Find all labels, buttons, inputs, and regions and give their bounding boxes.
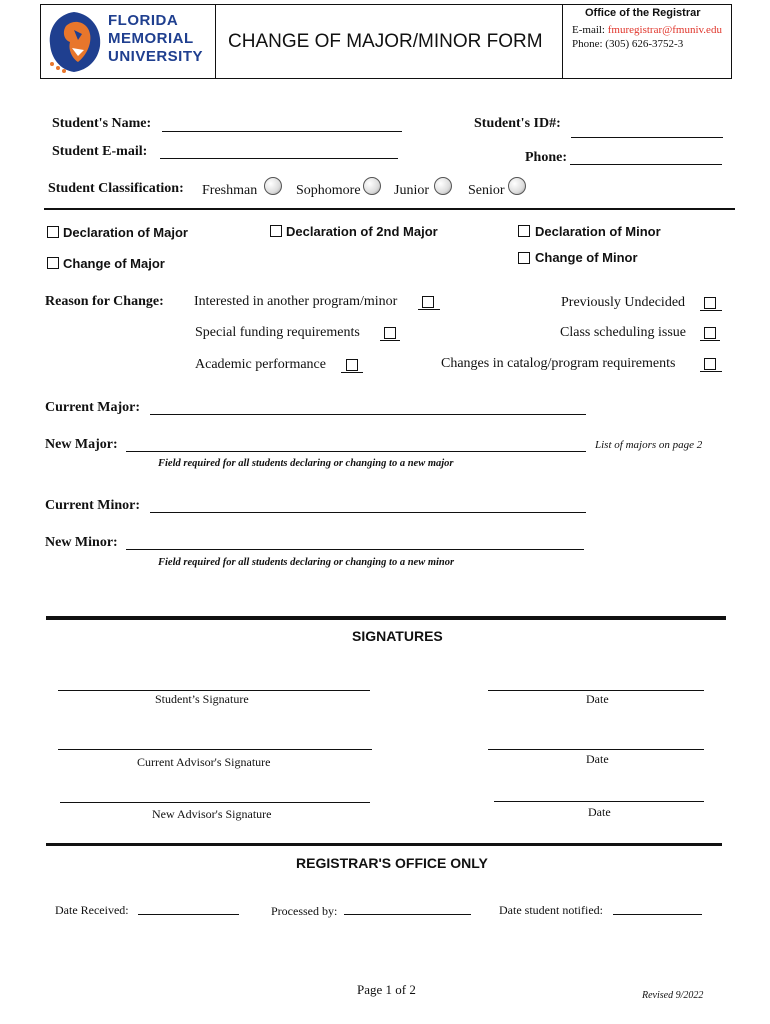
student-name-field[interactable] [162, 131, 402, 132]
decl-minor-label: Declaration of Minor [535, 224, 661, 239]
decl-2nd-major-label: Declaration of 2nd Major [286, 224, 438, 239]
date-notified-field[interactable] [613, 914, 702, 915]
office-title: Office of the Registrar [585, 7, 701, 19]
minor-required-note: Field required for all students declaring or changing to a new minor [158, 557, 455, 568]
processed-by-field[interactable] [344, 914, 471, 915]
class-senior-radio[interactable] [508, 177, 526, 195]
logo-text-florida: FLORIDA [108, 12, 179, 29]
change-minor-checkbox[interactable] [518, 252, 530, 264]
classification-label: Student Classification: [48, 181, 184, 196]
email-label: E-mail: [572, 24, 605, 36]
reason-label: Reason for Change: [45, 294, 164, 309]
registrar-heading: REGISTRAR'S OFFICE ONLY [296, 855, 488, 871]
decl-major-checkbox[interactable] [47, 226, 59, 238]
reason-undecided-checkbox[interactable] [704, 297, 716, 309]
date-notified-label: Date student notified: [499, 903, 603, 917]
class-freshman-radio[interactable] [264, 177, 282, 195]
student-email-label: Student E-mail: [52, 144, 148, 159]
class-senior-label: Senior [468, 183, 505, 198]
student-id-label: Student's ID#: [474, 116, 561, 131]
email-link[interactable]: fmuregistrar@fmuniv.edu [607, 24, 722, 36]
current-advisor-date-label: Date [586, 752, 609, 766]
current-minor-label: Current Minor: [45, 498, 140, 513]
major-required-note: Field required for all students declaring or changing to a new major [158, 458, 454, 469]
logo-text-university: UNIVERSITY [108, 48, 204, 65]
lion-mascot-icon [44, 8, 106, 76]
current-advisor-signature-field[interactable] [58, 749, 372, 750]
reason-academic-underline [341, 372, 363, 373]
current-advisor-signature-label: Current Advisor's Signature [137, 755, 271, 769]
form-title: CHANGE OF MAJOR/MINOR FORM [228, 31, 543, 52]
header-divider-1 [215, 4, 216, 79]
reason-academic-checkbox[interactable] [346, 359, 358, 371]
student-signature-field[interactable] [58, 690, 370, 691]
reason-scheduling-label: Class scheduling issue [560, 325, 686, 340]
reason-interested-underline [418, 309, 440, 310]
new-advisor-signature-label: New Advisor's Signature [152, 807, 272, 821]
phone-field[interactable] [570, 164, 722, 165]
change-minor-label: Change of Minor [535, 250, 638, 265]
signatures-heading: SIGNATURES [352, 628, 443, 644]
date-received-field[interactable] [138, 914, 239, 915]
current-advisor-date-field[interactable] [488, 749, 704, 750]
reason-funding-label: Special funding requirements [195, 325, 360, 340]
student-signature-label: Student’s Signature [155, 692, 249, 706]
logo-text-memorial: MEMORIAL [108, 30, 194, 47]
new-advisor-date-label: Date [588, 805, 611, 819]
new-advisor-signature-field[interactable] [60, 802, 370, 803]
current-major-field[interactable] [150, 414, 586, 415]
section-divider-1 [44, 208, 735, 210]
reason-undecided-label: Previously Undecided [561, 295, 686, 310]
date-received-label: Date Received: [55, 903, 129, 917]
decl-minor-checkbox[interactable] [518, 225, 530, 237]
decl-2nd-major-checkbox[interactable] [270, 225, 282, 237]
reason-scheduling-checkbox[interactable] [704, 327, 716, 339]
change-major-checkbox[interactable] [47, 257, 59, 269]
new-minor-field[interactable] [126, 549, 584, 550]
majors-list-note: List of majors on page 2 [595, 439, 703, 451]
header-divider-2 [562, 4, 563, 79]
new-minor-label: New Minor: [45, 535, 118, 550]
reason-catalog-checkbox[interactable] [704, 358, 716, 370]
student-date-field[interactable] [488, 690, 704, 691]
revised-date: Revised 9/2022 [642, 990, 704, 1001]
new-advisor-date-field[interactable] [494, 801, 704, 802]
reason-catalog-label: Changes in catalog/program requirements [441, 356, 676, 371]
reason-scheduling-underline [700, 340, 720, 341]
class-freshman-label: Freshman [202, 183, 258, 198]
student-id-field[interactable] [571, 137, 723, 138]
class-junior-radio[interactable] [434, 177, 452, 195]
reason-catalog-underline [700, 371, 722, 372]
student-email-field[interactable] [160, 158, 398, 159]
processed-by-label: Processed by: [271, 904, 338, 918]
reason-funding-checkbox[interactable] [384, 327, 396, 339]
class-junior-label: Junior [394, 183, 429, 198]
change-major-label: Change of Major [63, 256, 165, 271]
new-major-field[interactable] [126, 451, 586, 452]
office-email [572, 24, 722, 36]
new-major-label: New Major: [45, 437, 118, 452]
class-sophomore-label: Sophomore [296, 183, 361, 198]
current-major-label: Current Major: [45, 400, 140, 415]
student-name-label: Student's Name: [52, 116, 152, 131]
reason-undecided-underline [700, 310, 722, 311]
reason-interested-label: Interested in another program/minor [194, 294, 398, 309]
university-logo [44, 8, 214, 76]
section-divider-2 [46, 616, 726, 620]
reason-academic-label: Academic performance [195, 357, 326, 372]
current-minor-field[interactable] [150, 512, 586, 513]
page-number: Page 1 of 2 [357, 982, 416, 997]
reason-funding-underline [380, 340, 400, 341]
reason-interested-checkbox[interactable] [422, 296, 434, 308]
student-date-label: Date [586, 692, 609, 706]
decl-major-label: Declaration of Major [63, 225, 188, 240]
section-divider-3 [46, 843, 722, 846]
class-sophomore-radio[interactable] [363, 177, 381, 195]
phone-label: Phone: [525, 150, 567, 165]
office-phone: Phone: (305) 626-3752-3 [572, 38, 684, 50]
